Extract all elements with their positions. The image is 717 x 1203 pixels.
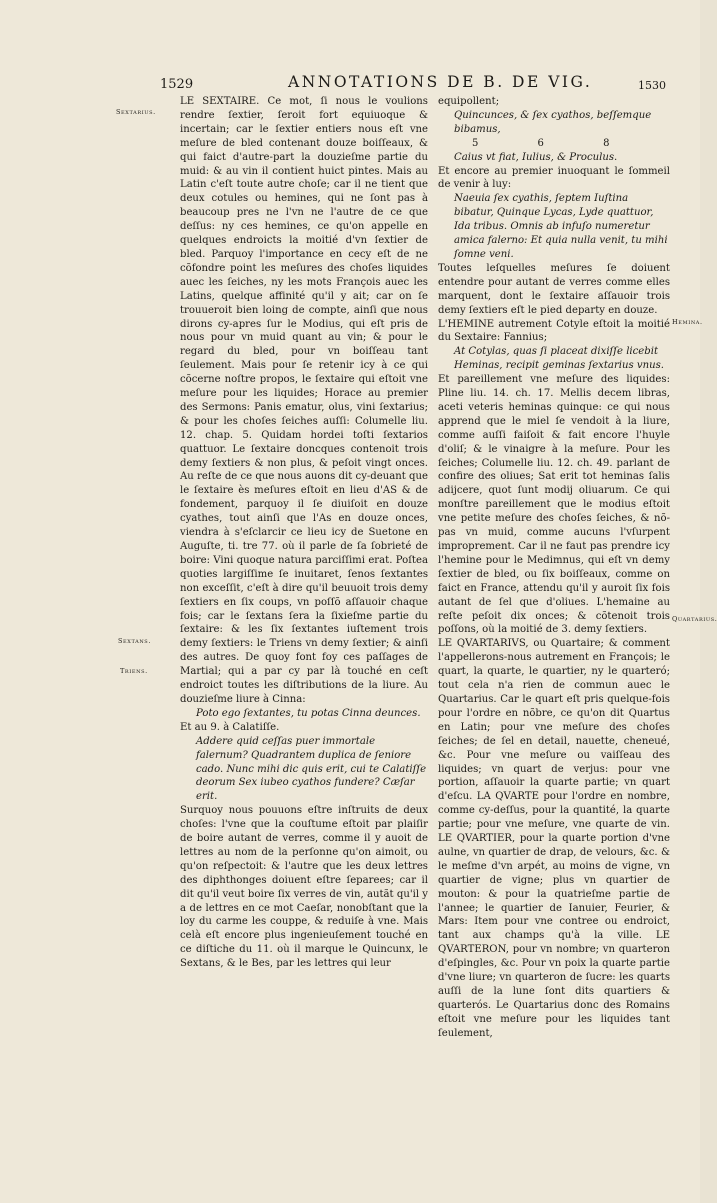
paragraph-equipollent: equipollent; — [438, 96, 500, 107]
paragraph-surquoy: Surquoy nous pouuons eſtre inſtruits de deux choſes: l'vne que la couſtume eſtoit par plaiſir de boire autant de verres, comme il y auoit de lettres au nom de la perſonne qu'on aimoit, ou qu'on reſpectoit: & l'autre que les deux lettres des diphthonges doiuent eſtre ſeparees; car il dit qu'il veut boire ſix verres de vin, autãt qu'il y a de lettres en ce mot Caeſar, nonobſtant que la loy du carme les couppe, & reduiſe à vne. Mais celà eſt encore plus ingenieuſement touché en ce diſtiche du 11. où il marque le Quincunx, le Sextans, & le Bes, par les lettres qui leur — [180, 805, 428, 970]
quote-quincunces: Quincunces, & ſex cyathos, beſſemque bibamus, — [454, 109, 652, 135]
paragraph-quartarius: LE QVARTARIVS, ou Quartaire; & comment l'appellerons-nous autrement en François; le quart, la quarte, le quartier, ny le quarteró; tout cela n'a rien de commun auec le Quartarius. Car le quart eſt pris quelque-fois pour l'ordre en nõbre, ce qu'on dit Quartus en Latin; pour vne meſure des choſes ſeiches; de ſel en detail, nauette, cheneué, &c. Pour vne meſure ou vaiſſeau des liquides; vn quart de verjus: pour vne portion, aſſauoir la quarte partie; vn quart d'eſcu. LA QVARTE pour l'ordre en nombre, comme cy-deſſus, pour la quantité, la quarte partie; pour vne meſure, vne quarte de vin. LE QVARTIER, pour la quarte portion d'vne aulne, vn quartier de drap, de velours, &c. & le meſme d'vn arpét, au moins de vigne, vn quartier de vigne; plus vn quartier de mouton: & pour la quatrieſme partie de l'annee; le quartier de Ianuier, Feurier, & Mars: Item pour vne contree ou endroict, tant aux champs qu'à la ville. LE QVARTERON, pour vn nombre; vn quarteron d'eſpingles, &c. Pour vn poix la quarte partie d'vne liure; vn quarteron de ſucre: les quarts auſſi de la lune ſont dits quartiers & quarterós. Le Quartarius donc des Romains eſtoit vne meſure pour les liquides tant ſeulement, — [438, 638, 670, 1039]
right-column — [438, 95, 670, 1041]
paragraph-pline: Et pareillement vne meſure des liquides: Pline liu. 14. ch. 17. Mellis decem libras, aceti veteris heminas quinque: ce qui nous apprend que le miel ſe vendoit à la liure, comme auſſi faiſoit & fait encore l'huyle d'oliſ; & le vinaigre à la meſure. Pour les ſeiches; Columelle liu. 12. ch. 49. parlant de confire des oliues; Sat erit tot heminas ſalis adijcere, quot ſunt modij oliuarum. Ce qui monſtre pareillement que le modius eſtoit vne petite meſure des choſes ſeiches, & nõ-pas vn muid, comme aucuns l'vſurpent improprement. Car il ne faut pas prendre icy l'hemine pour le Medimnus, qui eſt vn demy ſextier de bled, ou ſix boiſſeaux, comme on faict en France, attendu qu'il y auroit ſix fois autant de ſel que d'oliues. L'hemaine au reſte peſoit dix onces; & cõtenoit trois poſſons, où la moitié de 3. demy ſextiers. — [438, 374, 670, 636]
paragraph-calatisse-intro: Et au 9. à Calatiſſe. — [180, 721, 280, 733]
quote-martial-cinna: Poto ego ſextantes, tu potas Cinna deunces. — [196, 707, 421, 719]
paragraph-sommeil: Et encore au premier inuoquant le ſommeil de venir à luy: — [438, 165, 670, 191]
quote-naeuia: Naeuia ſex cyathis, ſeptem Iuſtina bibatur, Quinque Lycas, Lyde quattuor, Ida tribus. Omnis ab infuſo numeretur amica falerno: Et quia nulla venit, tu mihi ſomne veni. — [454, 193, 668, 260]
paragraph-sextaire: LE SEXTAIRE. Ce mot, ſi nous le voulions rendre ſextier, ſeroit fort equiuoque & incertain; car le ſextier entiers nous eſt vne meſure de bled contenant douze boiſſeaux, & qui faict d'autre-part la douzieſme partie du muid: & au vin il contient huict pintes. Mais au Latin c'eſt toute autre choſe; car il ne tient que deux cotules ou hemines, qui ne ſont pas à beaucoup pres ne l'vn ne l'autre de ce que deſſus: ny ces hemines, ce qu'on appelle en quelques endroicts la moitié d'vn ſextier de bled. Parquoy l'importance en cecy eſt de ne cõfondre point les meſures des choſes liquides auec les ſeiches, ny les mots François auec les Latins, quelque affinité qu'il y ait; car on ſe trouueroit bien loing de compte, ainſi que nous dirons cy-apres ſur le Modius, qui eſt pris de nous pour vn muid quant au vin; & pour le regard du bled, pour vn boiſſeau tant ſeulement. Mais pour ſe retenir icy à ce qui cõcerne noſtre propos, le ſextaire qui eſtoit vne meſure pour les liquides; Horace au premier des Sermons: Panis ematur, olus, vini ſextarius; & pour les choſes ſeiches auſſi: Columelle liu. 12. chap. 5. Quidam hordei toſti ſextarios quattuor. Le ſextaire doncques contenoit trois demy ſextiers & non plus, & peſoit vingt onces. Au reſte de ce que nous auons dit cy-deuant que le ſextaire ès meſures eſtoit en lieu d'AS & de fondement, parquoy il ſe diuiſoit en douze cyathes, tout ainſi que l'As en douze onces, viendra à s'eſclarcir ce lieu icy de Suetone en Auguſte, ti. tre 77. où il parle de ſa ſobrieté de boire: Vini quoque natura parciſſimi erat. Poſtea quoties largiſſime ſe inuitaret, ſenos ſextantes non exceſſit, c'eſt à dire qu'il beuuoit trois demy ſextiers en ſix coups, vn poſſõ aſſauoir chaque fois; car le ſextans ſera la ſixieſme partie du ſextaire: & les ſix ſextantes iuſtement trois demy ſextiers: le Triens vn demy ſextier; & ainſi des autres. De quoy font foy ces paſſages de Martial; qui a par cy par là touché en ceſt endroict toutes les diſtributions de la liure. Au douzieſme liure à Cinna: — [180, 96, 428, 705]
paragraph-hemine: L'HEMINE autrement Cotyle eſtoit la moitié du Sextaire: Fannius; — [438, 318, 670, 344]
paragraph-mesures: Toutes leſquelles meſures ſe doiuent entendre pour autant de verres comme elles marquent, dont le ſextaire aſſauoir trois demy ſextiers eſt le pied departy en douze. — [438, 262, 670, 316]
margin-note-sextarius: Sextarius. — [116, 108, 156, 116]
running-head-title: ANNOTATIONS DE B. DE VIG. — [288, 73, 593, 91]
margin-note-quartarius: Quartarius. — [672, 615, 717, 623]
quote-caius: Caius vt fiat, Iulius, & Proculus. — [454, 151, 618, 163]
quote-digits: 5 6 8 — [472, 137, 638, 149]
margin-note-sextans: Sextans. — [118, 637, 152, 645]
running-head — [160, 73, 680, 95]
left-column — [180, 95, 428, 971]
margin-note-hemina: Hemina. — [672, 318, 703, 326]
margin-note-triens: Triens. — [120, 667, 148, 675]
quote-martial-calatisse: Addere quid ceſſas puer immortale falernum? Quadrantem duplica de ſeniore cado. Nunc mihi dic quis erit, cui te Calatiſſe deorum Sex iubeo cyathos fundere? Cæſar erit. — [196, 735, 427, 803]
folio-right: 1530 — [638, 79, 666, 92]
quote-fannius: At Cotylas, quas ſi placeat dixiſſe licebit Heminas, recipit geminas ſextarius vnus. — [454, 346, 664, 372]
folio-left: 1529 — [160, 77, 194, 92]
